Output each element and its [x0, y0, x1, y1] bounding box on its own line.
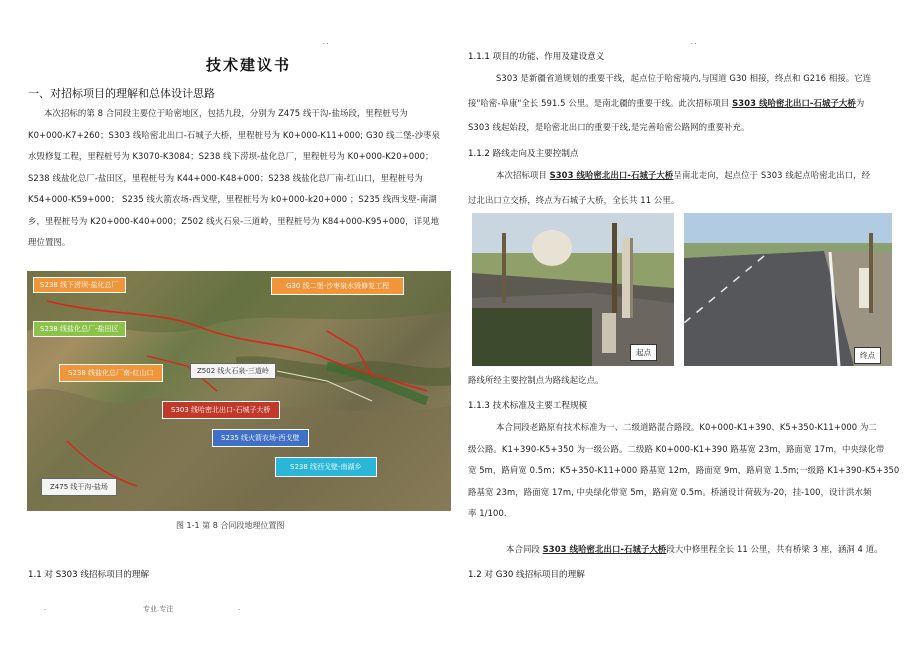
intro-line: 理位置图。 [28, 237, 71, 247]
heading-1-1-2: 1.1.2 路线走向及主要控制点 [468, 149, 579, 159]
map-label-g30: G30 线二堡-沙枣泉水毁修复工程 [271, 277, 404, 295]
end-point-scene [684, 213, 892, 366]
map-label-s238-yantian: S238 线盐化总厂-盐田区 [33, 321, 126, 337]
para-line [506, 539, 883, 561]
para-line: S303 是新疆省道规划的重要干线，起点位于哈密境内,与国道 G30 相接，终点和 G216 相接。它连 [496, 73, 872, 83]
para-text: 为 [855, 98, 865, 108]
para-text: 本次招标项目 [496, 170, 550, 180]
intro-line: K54+000-K59+000； S235 线火箭农场-西戈壁，里程桩号为 k0+000-k20+000 ；S235 线西戈壁-南湖 [28, 194, 437, 204]
intro-line: S238 线盐化总厂-盐田区，里程桩号为 K44+000-K48+000；S238 线盐化总厂南-红山口，里程桩号为 [28, 172, 424, 183]
map-label-s238-hongshankou: S238 线盐化总厂南-红山口 [59, 364, 163, 382]
para-text: 本合同段 [506, 544, 543, 554]
map-label-z502: Z502 线火石泉-三道岭 [190, 363, 276, 379]
para-line: S303 线起始段，是哈密北出口的重要干线,是完善哈密公路网的重要补充。 [468, 122, 750, 132]
para-line: 本合同段老路原有技术标准为一、二级道路混合路段。K0+000-K1+390、K5+350-K11+000 为二 [496, 422, 877, 432]
para-text: 呈南北走向，起点位于 S303 线起点哈密北出口，经 [673, 170, 871, 180]
map-label-s303: S303 线哈密北出口-石城子大桥 [162, 401, 280, 419]
para-line [496, 165, 870, 187]
project-name-emphasis: S303 线哈密北出口-石城子大桥 [542, 544, 667, 554]
start-point-label: 起点 [630, 344, 657, 361]
heading-1-1-1: 1.1.1 项目的功能、作用及建设意义 [468, 52, 605, 62]
map-terrain [27, 271, 451, 511]
intro-line: K0+000-K7+260；S303 线哈密北出口-石城子大桥，里程桩号为 K0+000-K11+000; G30 线二堡-沙枣泉 [28, 129, 441, 140]
para-line: 级公路。K1+390-K5+350 为一级公路。二级路 K0+000-K1+390 路基宽 23m，路面宽 17m，中央绿化带 [468, 443, 885, 454]
map-label-s235: S235 线火箭农场-西戈壁 [212, 429, 309, 447]
heading-1-1-3: 1.1.3 技术标准及主要工程规模 [468, 401, 588, 411]
location-map [27, 271, 451, 511]
para-line: 率 1/100. [468, 508, 507, 518]
para-line [468, 93, 864, 115]
project-name-emphasis: S303 线哈密北出口-石城子大桥 [732, 98, 856, 108]
top-mark-right: . . [690, 38, 697, 46]
document-title: 技术建议书 [206, 56, 292, 74]
section-heading: 一、对招标项目的理解和总体设计思路 [28, 87, 215, 100]
para-line: 过北出口立交桥，终点为石城子大桥，全长共 11 公里。 [468, 195, 680, 205]
subsection-heading-1-1: 1.1 对 S303 线招标项目的理解 [28, 570, 150, 580]
map-label-s238-nanhu: S238 线西戈壁-南湖乡 [275, 457, 377, 477]
project-name-emphasis: S303 线哈密北出口-石城子大桥 [549, 170, 674, 180]
para-text: 段大中修里程全长 11 公里，共有桥梁 3 座，涵洞 4 道。 [666, 544, 883, 554]
heading-1-2: 1.2 对 G30 线招标项目的理解 [468, 570, 585, 580]
intro-line: 水毁修复工程，里程桩号为 K3070-K3084；S238 线下涝坝-盐化总厂，里程桩号为 K0+000-K20+000； [28, 151, 434, 161]
intro-paragraph [28, 103, 453, 254]
footer-center: 专业.专注 [143, 605, 174, 613]
footer-mark-right: . [238, 604, 241, 612]
end-point-label: 终点 [854, 347, 881, 364]
footer-mark-left: . [44, 604, 47, 612]
photo-start-point [472, 213, 674, 366]
standards-paragraph [468, 417, 898, 525]
top-mark-left: . . [322, 38, 329, 46]
para-line: 路基宽 23m，路面宽 17m, 中央绿化带宽 5m，路肩宽 0.5m。桥涵设计荷载为-20，挂-100，设计洪水频 [468, 486, 872, 497]
intro-line: 乡，里程桩号为 K20+000-K40+000；Z502 线火石泉-三道岭，里程桩号为 K84+000-K95+000，详见地 [28, 215, 440, 226]
para-line: 宽 5m，路肩宽 0.5m；K5+350-K11+000 路基宽 12m，路面宽 9m，路肩宽 1.5m;一级路 K1+390-K5+350 [468, 465, 900, 475]
para-line: 路线所经主要控制点为路线起讫点。 [468, 375, 604, 385]
map-label-s238-xialaoba: S238 线下涝坝-盐化总厂 [33, 277, 126, 293]
intro-line: 本次招标的第 8 合同段主要位于哈密地区，包括九段，分别为 Z475 线干沟-盐场段，里程桩号为 [44, 108, 408, 118]
para-text: 接"哈密-阜康"全长 591.5 公里。是南北疆的重要干线。此次招标项目 [468, 98, 733, 108]
figure-caption: 图 1-1 第 8 合同段地理位置图 [176, 521, 285, 530]
photo-end-point [684, 213, 892, 366]
map-label-z475: Z475 线干沟-盐场 [41, 478, 117, 496]
